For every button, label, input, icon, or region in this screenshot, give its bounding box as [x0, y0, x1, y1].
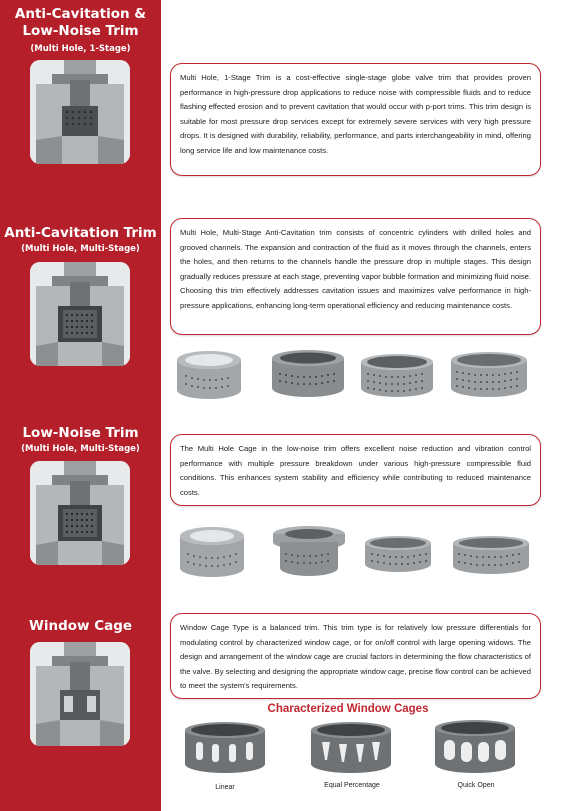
section-3-description: The Multi Hole Cage in the low-noise trim offers excellent noise reduction and vibration control performance with multiple pressure breakdown under various high-pressure compressible fluid conditions. This enhances system stability and efficiency while contributing to reduced maintenance costs. [170, 434, 541, 506]
section-4-valve-cutaway-image [30, 642, 130, 746]
wide-perforated-cage-part-image [450, 534, 532, 576]
section-1-title-line-1: Anti-Cavitation & [14, 6, 147, 22]
section-3-title [0, 425, 161, 442]
section-1-description: Multi Hole, 1-Stage Trim is a cost-effective single-stage globe valve trim that provides proven performance in high-pressure drop applications to reduce noise with compressible fluids and to reduce flashing effected erosion and to prevent cavitation that would occur with p-port trims. This trim design is suitable for most pressure drop services except for extremely severe services with very high pressure drops. It is designed with durability, reliability, performance, and parts interchangeability in mind, offering long service life and low maintenance costs. [170, 63, 541, 176]
perforated-cage-part-image [358, 352, 436, 400]
equal-percentage-window-cage-image [308, 720, 394, 780]
flanged-cage-part-image [270, 524, 348, 580]
characterized-window-cages-heading: Characterized Window Cages [267, 703, 429, 715]
section-3-title-line-1: Low-Noise Trim [22, 425, 139, 441]
multi-stage-cage-photos [170, 344, 541, 406]
linear-cage-label: Linear [215, 784, 235, 791]
section-4-title [0, 618, 161, 635]
short-perforated-cage-part-image [362, 534, 434, 574]
linear-window-cage-image [182, 720, 268, 780]
section-2-description: Multi Hole, Multi-Stage Anti-Cavitation trim consists of concentric cylinders with drilled holes and grooved channels. The expansion and contraction of the fluid as it moves through the channels, enters the holes, and then returns to the channels handle the pressure drop in multiple stages. This design gradually reduces pressure at each stage, preventing vapor bubble formation and minimizing fluid noise. Choosing this trim effectively addresses cavitation issues and maximizes valve performance in high-pressure applications, enhancing long-term operational efficiency and reducing maintenance costs. [170, 218, 541, 335]
section-2-title [0, 225, 161, 242]
section-2-title-line-1: Anti-Cavitation Trim [4, 225, 157, 241]
quick-open-cage-label: Quick Open [457, 782, 495, 789]
large-perforated-cage-part-image [448, 350, 530, 400]
low-noise-cage-photos [170, 520, 541, 582]
equal-percentage-cage-label: Equal Percentage [324, 782, 380, 789]
half-cage-part-image [174, 348, 244, 402]
section-3-valve-cutaway-image [30, 461, 130, 565]
section-1-title-line-2: Low-Noise Trim [22, 23, 139, 39]
stepped-cage-part-image [268, 348, 348, 402]
section-4-title-line-1: Window Cage [28, 618, 133, 634]
section-2-subtitle: (Multi Hole, Multi-Stage) [21, 244, 140, 254]
quick-open-window-cage-image [432, 718, 518, 780]
section-4-description: Window Cage Type is a balanced trim. This trim type is for relatively low pressure differentials for modulating control by characterized window cage, or for on/off control with large opening widows. The design and arrangement of the window cage are crucial factors in determining the flow characteristics of the valve. By selecting and designing the appropriate window cage, precise flow control can be achieved to meet the system's requirements. [170, 613, 541, 699]
half-cage-part-image [176, 524, 248, 580]
section-1-subtitle: (Multi Hole, 1-Stage) [30, 44, 131, 54]
section-3-subtitle: (Multi Hole, Multi-Stage) [21, 444, 140, 454]
section-2-valve-cutaway-image [30, 262, 130, 366]
section-1-valve-cutaway-image [30, 60, 130, 164]
section-1-title [0, 6, 161, 40]
